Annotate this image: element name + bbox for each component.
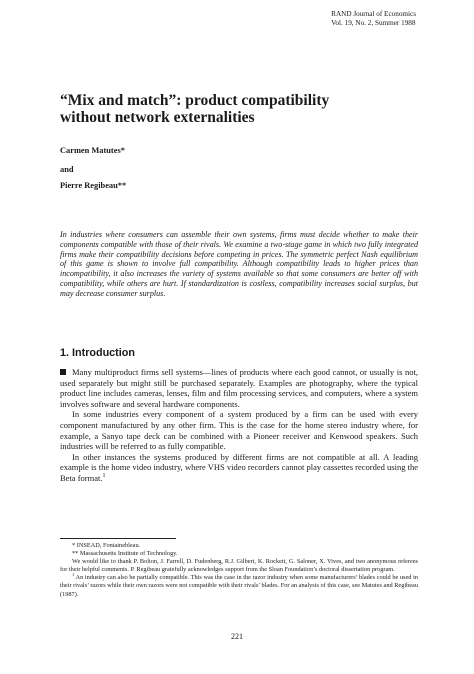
paragraph-1-text: Many multiproduct firms sell systems—lines of products where each good cannot, or usually is not, used separately but might still be purchased separately. Examples are photography, where the typical product line includes cameras, lenses, film and film processing services, and computers, where a system involves software and several hardware components. (60, 367, 418, 409)
author-first: Carmen Matutes* (60, 146, 125, 155)
footnote-reference: 1 (102, 473, 106, 480)
section-start-square-icon (60, 369, 66, 375)
footnotes (60, 542, 418, 599)
journal-name: RAND Journal of Economics (331, 10, 416, 18)
paragraph-1 (60, 367, 418, 409)
footnote-divider (60, 538, 176, 539)
footnote-acknowledgment: We would like to thank P. Bolton, J. Farrell, D. Fudenberg, R.J. Gilbert, K. Rockett, G. Saloner, X. Vives, and two anonymous referees for their helpful comments. P. Regibeau gratefully acknowledges support from the Sloan Foundation’s doctoral dissertation program. (60, 558, 418, 574)
footnote-1-marker: 1 (72, 572, 75, 578)
introduction-body (60, 367, 418, 484)
footnote-1-text: An industry can also be partially compatible. This was the case in the razor industry when some manufacturers’ blades could be used in their rivals’ razors while their own razors were not compatible with their rivals’ blades. For an analysis of this case, see Matutes and Regibeau (1987). (60, 574, 418, 598)
paragraph-2: In some industries every component of a system produced by a firm can be used with every component manufactured by any other firm. This is the case for the home stereo industry where, for example, a Sanyo tape deck can be combined with a Pioneer receiver and Kenwood speakers. Such industries will be referred to as fully compatible. (60, 409, 418, 452)
article-title-line-1: “Mix and match”: product compatibility (60, 92, 330, 109)
footnote-affiliation-2: ** Massachusetts Institute of Technology. (72, 550, 178, 558)
paragraph-3 (60, 452, 418, 484)
footnote-affiliation-1: * INSEAD, Fontainebleau. (72, 542, 141, 549)
paragraph-3-text: In other instances the systems produced by different firms are not compatible at all. A leading example is the home video industry, where VHS video recorders cannot play cassettes recorded using the Beta format. (60, 451, 418, 483)
article-title-line-2: without network externalities (60, 109, 255, 126)
article-title (60, 92, 420, 126)
footnote-1 (60, 574, 418, 598)
author-conjunction: and (60, 165, 74, 174)
section-heading: 1. Introduction (60, 347, 135, 359)
journal-header (331, 10, 416, 28)
page-number: 221 (231, 632, 243, 641)
author-second: Pierre Regibeau** (60, 181, 127, 190)
abstract: In industries where consumers can assemble their own systems, firms must decide whether to make their components compatible with those of their rivals. We examine a two-stage game in which two fully integrated firms make their compatibility decisions before competing in prices. The symmetric perfect Nash equilibrium of this game is shown to involve full compatibility. Although compatibility leads to higher prices than incompatibility, it also increases the variety of systems available so that some consumers are better off with compatibility, while others are hurt. If standardization is costless, compatibility increases social surplus, but may decrease consumer surplus. (60, 230, 418, 298)
journal-volume: Vol. 19, No. 2, Summer 1988 (331, 19, 416, 27)
